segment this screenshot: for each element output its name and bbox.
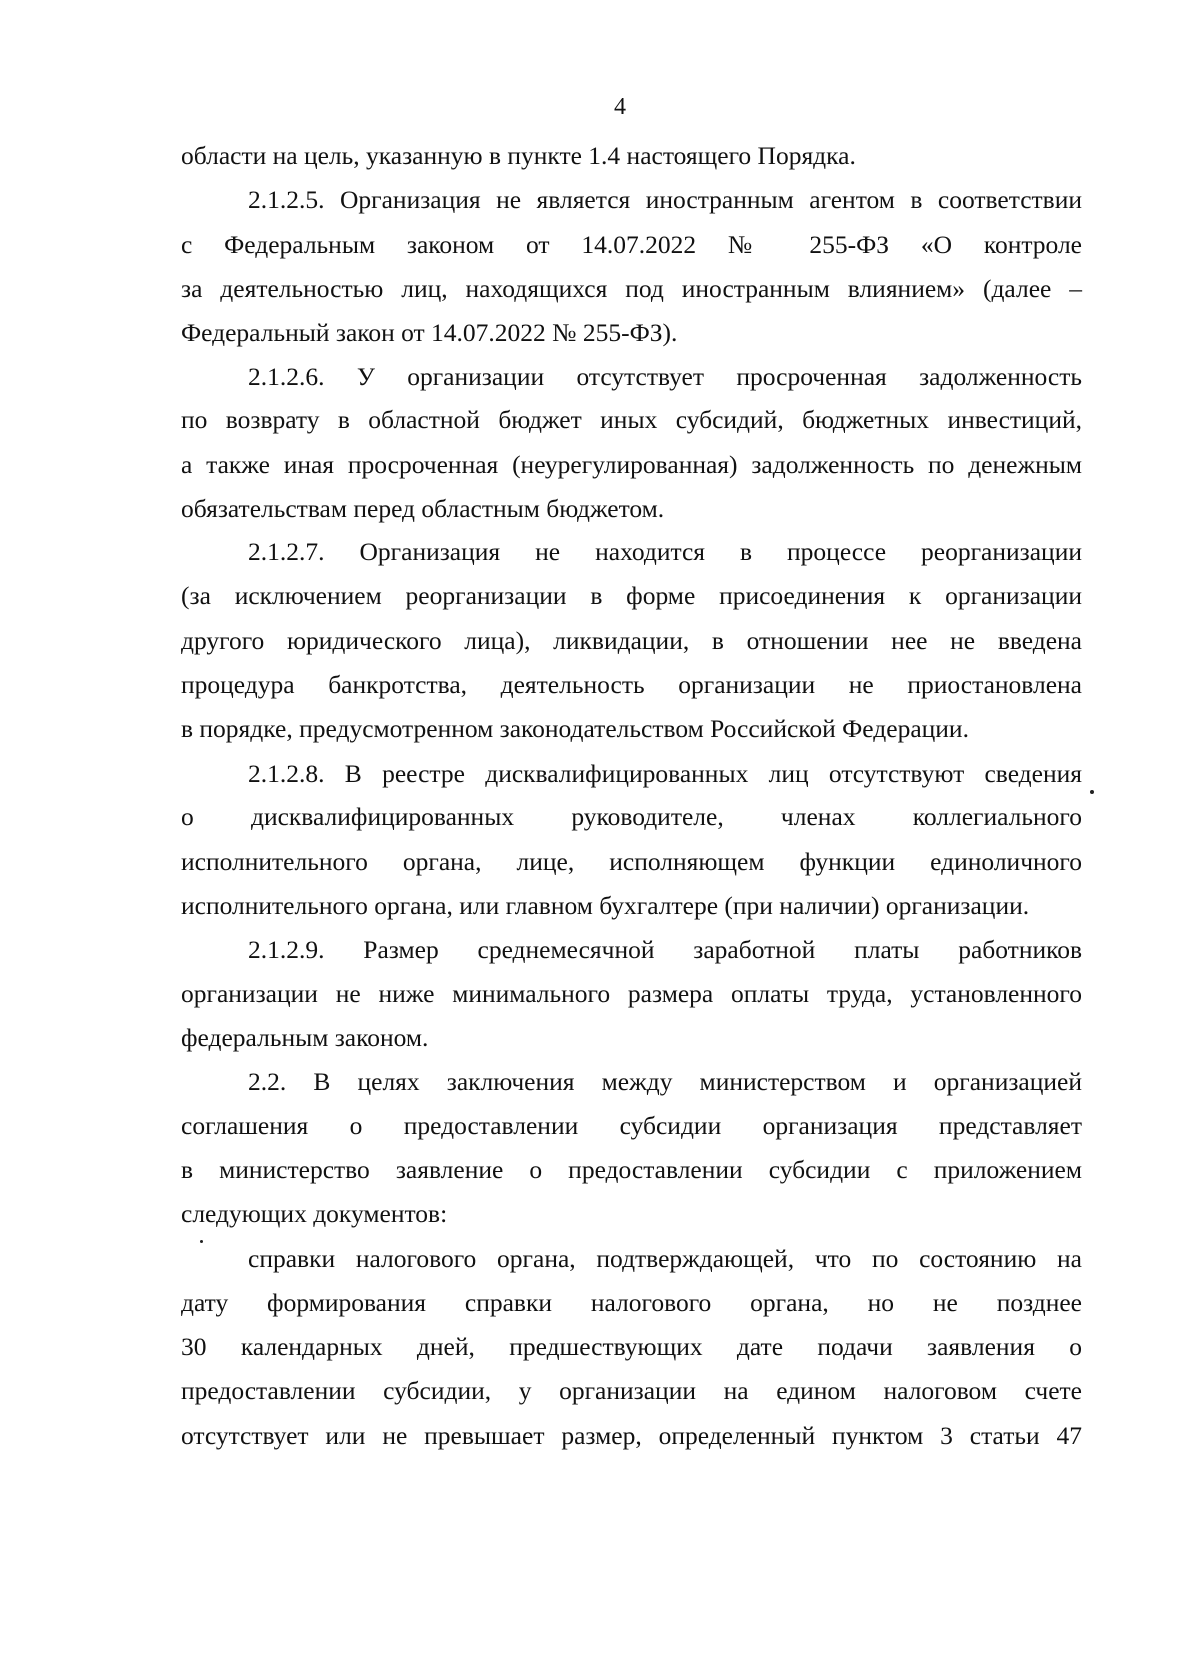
text-line: 2.2. В целях заключения между министерством и организацией (248, 1067, 1082, 1096)
text-line: исполнительного органа, лице, исполняющем функции единоличного (181, 847, 1082, 876)
text-line: предоставлении субсидии, у организации на едином налоговом счете (181, 1376, 1082, 1405)
text-line: соглашения о предоставлении субсидии организация представляет (181, 1111, 1082, 1140)
text-line: 2.1.2.7. Организация не находится в процессе реорганизации (248, 537, 1082, 566)
text-line: федеральным законом. (181, 1023, 429, 1052)
scan-speck (1090, 790, 1094, 794)
text-line: по возврату в областной бюджет иных субсидий, бюджетных инвестиций, (181, 405, 1082, 434)
text-line: отсутствует или не превышает размер, определенный пунктом 3 статьи 47 (181, 1421, 1082, 1450)
text-line: в порядке, предусмотренном законодательством Российской Федерации. (181, 714, 969, 743)
text-line: 2.1.2.6. У организации отсутствует просроченная задолженность (248, 362, 1082, 391)
text-line: дату формирования справки налогового органа, но не позднее (181, 1288, 1082, 1317)
text-line: 30 календарных дней, предшествующих дате подачи заявления о (181, 1332, 1082, 1361)
page-number: 4 (614, 94, 626, 120)
scan-speck (200, 1240, 203, 1243)
text-line: Федеральный закон от 14.07.2022 № 255-ФЗ). (181, 318, 678, 347)
text-line: о дисквалифицированных руководителе, членах коллегиального (181, 802, 1082, 831)
text-line: следующих документов: (181, 1199, 448, 1228)
text-line: другого юридического лица), ликвидации, в отношении нее не введена (181, 626, 1082, 655)
text-line: 2.1.2.9. Размер среднемесячной заработной платы работников (248, 935, 1082, 964)
text-line: а также иная просроченная (неурегулированная) задолженность по денежным (181, 450, 1082, 479)
text-line: 2.1.2.8. В реестре дисквалифицированных лиц отсутствуют сведения (248, 759, 1082, 788)
text-line: исполнительного органа, или главном бухгалтере (при наличии) организации. (181, 891, 1030, 920)
text-line: в министерство заявление о предоставлении субсидии с приложением (181, 1155, 1082, 1184)
text-line: области на цель, указанную в пункте 1.4 настоящего Порядка. (181, 141, 856, 170)
text-line: процедура банкротства, деятельность организации не приостановлена (181, 670, 1082, 699)
text-line: обязательствам перед областным бюджетом. (181, 494, 665, 523)
text-line: за деятельностью лиц, находящихся под иностранным влиянием» (далее – (181, 274, 1082, 303)
text-line: справки налогового органа, подтверждающей, что по состоянию на (248, 1244, 1082, 1273)
text-line: с Федеральным законом от 14.07.2022 № 255-ФЗ «О контроле (181, 230, 1082, 259)
text-line: организации не ниже минимального размера оплаты труда, установленного (181, 979, 1082, 1008)
text-line: (за исключением реорганизации в форме присоединения к организации (181, 581, 1082, 610)
text-line: 2.1.2.5. Организация не является иностранным агентом в соответствии (248, 185, 1082, 214)
